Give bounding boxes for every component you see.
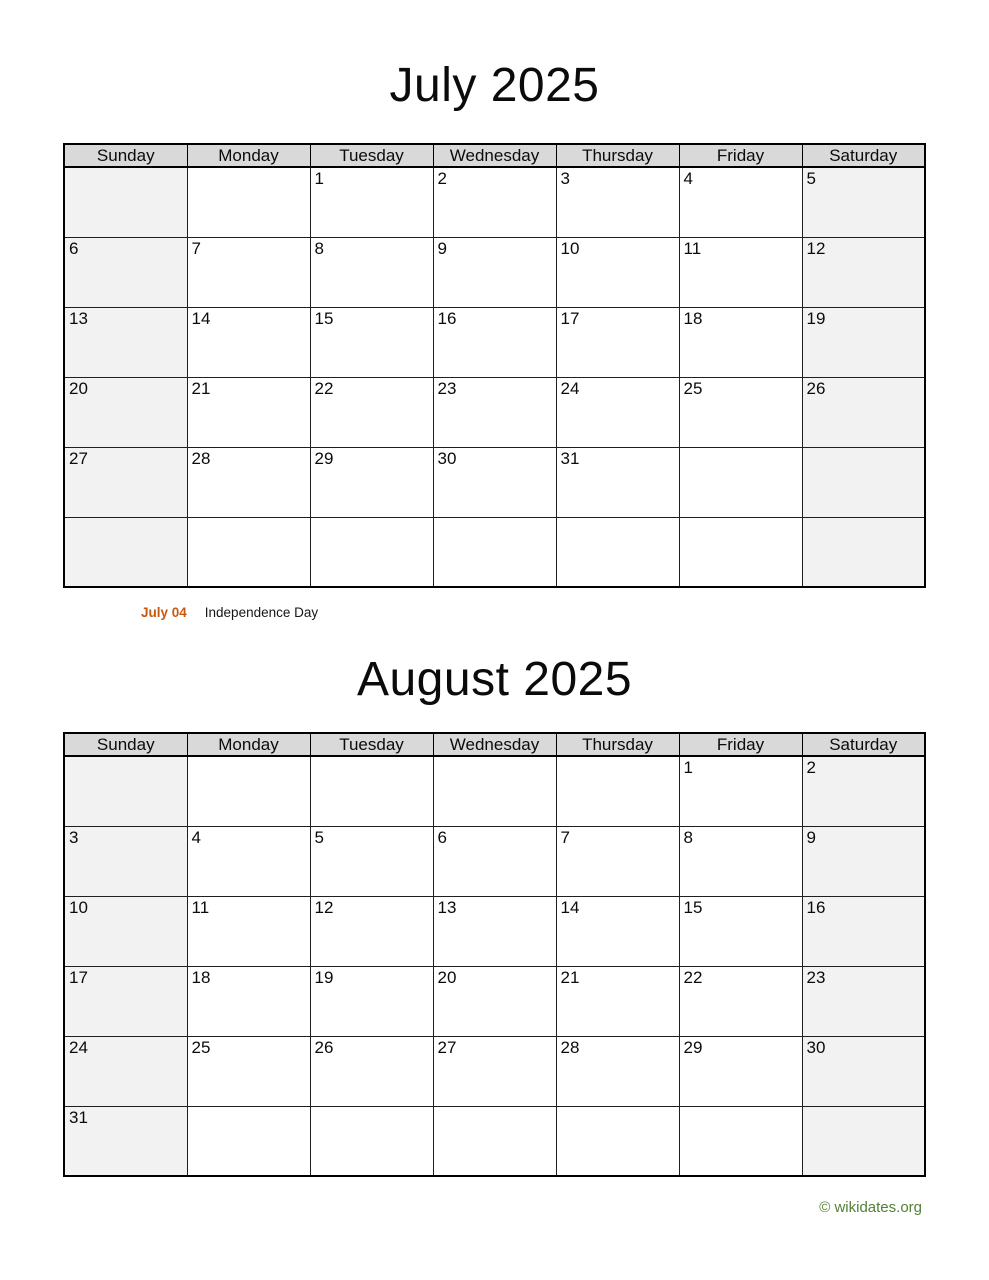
empty-day-cell (187, 1106, 310, 1176)
day-cell: 16 (802, 896, 925, 966)
day-cell: 21 (187, 377, 310, 447)
day-cell: 12 (310, 896, 433, 966)
day-cell: 19 (310, 966, 433, 1036)
calendar-week-row (64, 307, 925, 377)
day-cell: 17 (556, 307, 679, 377)
empty-day-cell (310, 756, 433, 826)
day-cell: 10 (64, 896, 187, 966)
empty-day-cell (310, 517, 433, 587)
day-cell: 8 (679, 826, 802, 896)
page-title-july: July 2025 (389, 59, 600, 112)
weekday-header-row (64, 144, 925, 167)
empty-day-cell (556, 756, 679, 826)
day-cell: 18 (679, 307, 802, 377)
holiday-date-label: July 04 (141, 605, 187, 620)
day-cell: 1 (679, 756, 802, 826)
day-cell: 5 (802, 167, 925, 237)
weekday-header: Saturday (802, 733, 925, 756)
day-cell: 13 (433, 896, 556, 966)
weekday-header: Friday (679, 733, 802, 756)
weekday-header: Friday (679, 144, 802, 167)
day-cell: 9 (802, 826, 925, 896)
calendar-week-row (64, 237, 925, 307)
day-cell: 22 (310, 377, 433, 447)
empty-day-cell (187, 756, 310, 826)
day-cell: 6 (433, 826, 556, 896)
calendar-week-row (64, 167, 925, 237)
day-cell: 20 (433, 966, 556, 1036)
page-title-august: August 2025 (356, 653, 633, 706)
calendar-week-row (64, 517, 925, 587)
empty-day-cell (310, 1106, 433, 1176)
day-cell: 10 (556, 237, 679, 307)
empty-day-cell (556, 1106, 679, 1176)
day-cell: 23 (802, 966, 925, 1036)
weekday-header: Monday (187, 733, 310, 756)
day-cell: 14 (187, 307, 310, 377)
month-section-july (0, 56, 989, 622)
day-cell: 11 (187, 896, 310, 966)
day-cell: 25 (679, 377, 802, 447)
empty-day-cell (679, 447, 802, 517)
day-cell: 30 (433, 447, 556, 517)
day-cell: 3 (556, 167, 679, 237)
day-cell: 5 (310, 826, 433, 896)
weekday-header-row (64, 733, 925, 756)
empty-day-cell (187, 167, 310, 237)
calendar-week-row (64, 896, 925, 966)
day-cell: 15 (679, 896, 802, 966)
day-cell: 29 (679, 1036, 802, 1106)
day-cell: 14 (556, 896, 679, 966)
day-cell: 1 (310, 167, 433, 237)
site-credit: © wikidates.org (819, 1199, 922, 1216)
day-cell: 24 (64, 1036, 187, 1106)
day-cell: 27 (433, 1036, 556, 1106)
day-cell: 17 (64, 966, 187, 1036)
empty-day-cell (679, 1106, 802, 1176)
day-cell: 19 (802, 307, 925, 377)
day-cell: 4 (187, 826, 310, 896)
day-cell: 28 (556, 1036, 679, 1106)
day-cell: 4 (679, 167, 802, 237)
month-section-august (0, 650, 989, 1177)
empty-day-cell (187, 517, 310, 587)
empty-day-cell (433, 756, 556, 826)
day-cell: 22 (679, 966, 802, 1036)
day-cell: 20 (64, 377, 187, 447)
empty-day-cell (679, 517, 802, 587)
july-calendar-table (63, 143, 926, 588)
day-cell: 18 (187, 966, 310, 1036)
empty-day-cell (433, 1106, 556, 1176)
day-cell: 21 (556, 966, 679, 1036)
day-cell: 3 (64, 826, 187, 896)
calendar-week-row (64, 756, 925, 826)
empty-day-cell (556, 517, 679, 587)
weekday-header: Saturday (802, 144, 925, 167)
weekday-header: Tuesday (310, 144, 433, 167)
day-cell: 11 (679, 237, 802, 307)
day-cell: 23 (433, 377, 556, 447)
weekday-header: Wednesday (433, 144, 556, 167)
august-calendar-body (64, 756, 925, 1176)
day-cell: 29 (310, 447, 433, 517)
day-cell: 2 (433, 167, 556, 237)
empty-day-cell (802, 517, 925, 587)
day-cell: 13 (64, 307, 187, 377)
day-cell: 31 (64, 1106, 187, 1176)
day-cell: 6 (64, 237, 187, 307)
day-cell: 30 (802, 1036, 925, 1106)
day-cell: 12 (802, 237, 925, 307)
holiday-event-label: Independence Day (204, 605, 319, 620)
calendar-week-row (64, 447, 925, 517)
day-cell: 28 (187, 447, 310, 517)
weekday-header: Sunday (64, 144, 187, 167)
calendar-week-row (64, 1036, 925, 1106)
day-cell: 26 (310, 1036, 433, 1106)
empty-day-cell (64, 167, 187, 237)
empty-day-cell (64, 756, 187, 826)
holiday-note (141, 604, 989, 622)
weekday-header: Tuesday (310, 733, 433, 756)
day-cell: 24 (556, 377, 679, 447)
day-cell: 8 (310, 237, 433, 307)
day-cell: 25 (187, 1036, 310, 1106)
calendar-week-row (64, 377, 925, 447)
day-cell: 7 (187, 237, 310, 307)
empty-day-cell (802, 1106, 925, 1176)
empty-day-cell (64, 517, 187, 587)
day-cell: 2 (802, 756, 925, 826)
day-cell: 31 (556, 447, 679, 517)
weekday-header: Wednesday (433, 733, 556, 756)
day-cell: 27 (64, 447, 187, 517)
weekday-header: Thursday (556, 144, 679, 167)
calendar-week-row (64, 966, 925, 1036)
calendar-week-row (64, 826, 925, 896)
weekday-header: Sunday (64, 733, 187, 756)
day-cell: 7 (556, 826, 679, 896)
day-cell: 16 (433, 307, 556, 377)
july-calendar-body (64, 167, 925, 587)
empty-day-cell (802, 447, 925, 517)
day-cell: 15 (310, 307, 433, 377)
day-cell: 26 (802, 377, 925, 447)
day-cell: 9 (433, 237, 556, 307)
weekday-header: Monday (187, 144, 310, 167)
calendar-week-row (64, 1106, 925, 1176)
august-calendar-table (63, 732, 926, 1177)
weekday-header: Thursday (556, 733, 679, 756)
empty-day-cell (433, 517, 556, 587)
